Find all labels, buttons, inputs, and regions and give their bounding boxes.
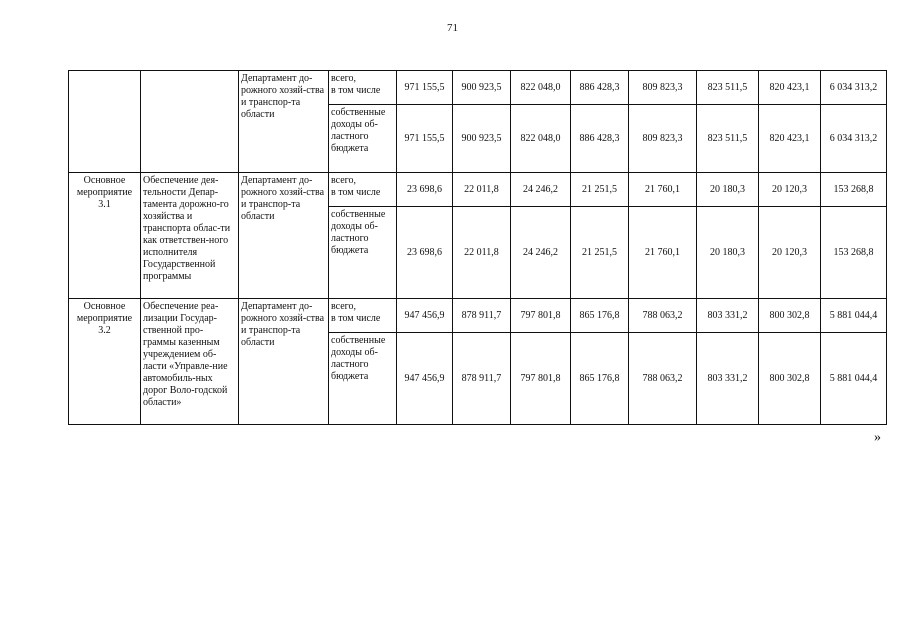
measure-name-cell: Обеспечение дея-тельности Депар-тамента дорожно-го хозяйства и транспорта облас-ти как ответствен-ного исполнителя Государственной программы: [141, 173, 239, 299]
table-row: [69, 71, 887, 105]
measure-code-cell: Основное мероприятие 3.1: [69, 173, 141, 299]
value-cell: 797 801,8: [511, 299, 571, 333]
value-cell: 24 246,2: [511, 173, 571, 207]
total-value-cell: 5 881 044,4: [821, 333, 887, 425]
funding-source-total: всего, в том числе: [329, 173, 397, 207]
value-cell: 20 180,3: [697, 173, 759, 207]
value-cell: 900 923,5: [453, 105, 511, 173]
closing-quote: »: [874, 430, 881, 445]
measure-name-cell: Обеспечение реа-лизации Государ-ственной про-граммы казенным учреждением об-ласти «Управле-ние автомобиль-ных дорог Воло-годской области»: [141, 299, 239, 425]
table-row: [69, 299, 887, 333]
value-cell: 20 120,3: [759, 207, 821, 299]
value-cell: 20 180,3: [697, 207, 759, 299]
value-cell: 823 511,5: [697, 71, 759, 105]
value-cell: 878 911,7: [453, 299, 511, 333]
total-value-cell: 153 268,8: [821, 207, 887, 299]
value-cell: 800 302,8: [759, 299, 821, 333]
value-cell: 886 428,3: [571, 105, 629, 173]
value-cell: 22 011,8: [453, 207, 511, 299]
value-cell: 865 176,8: [571, 299, 629, 333]
value-cell: 820 423,1: [759, 71, 821, 105]
value-cell: 822 048,0: [511, 105, 571, 173]
value-cell: 886 428,3: [571, 71, 629, 105]
measure-name-cell: [141, 71, 239, 173]
value-cell: 788 063,2: [629, 299, 697, 333]
page-number: 71: [447, 22, 458, 34]
value-cell: 21 760,1: [629, 173, 697, 207]
measure-code-cell: Основное мероприятие 3.2: [69, 299, 141, 425]
value-cell: 865 176,8: [571, 333, 629, 425]
value-cell: 800 302,8: [759, 333, 821, 425]
value-cell: 21 251,5: [571, 173, 629, 207]
budget-table: [68, 70, 887, 425]
value-cell: 803 331,2: [697, 299, 759, 333]
value-cell: 971 155,5: [397, 71, 453, 105]
value-cell: 803 331,2: [697, 333, 759, 425]
value-cell: 947 456,9: [397, 333, 453, 425]
value-cell: 900 923,5: [453, 71, 511, 105]
total-value-cell: 5 881 044,4: [821, 299, 887, 333]
funding-source-total: всего, в том числе: [329, 299, 397, 333]
value-cell: 878 911,7: [453, 333, 511, 425]
value-cell: 23 698,6: [397, 207, 453, 299]
total-value-cell: 6 034 313,2: [821, 71, 887, 105]
measure-code-cell: [69, 71, 141, 173]
total-value-cell: 153 268,8: [821, 173, 887, 207]
value-cell: 788 063,2: [629, 333, 697, 425]
value-cell: 21 251,5: [571, 207, 629, 299]
funding-source-own: собственные доходы об-ластного бюджета: [329, 105, 397, 173]
value-cell: 822 048,0: [511, 71, 571, 105]
value-cell: 820 423,1: [759, 105, 821, 173]
executor-cell: Департамент до-рожного хозяй-ства и транспор-та области: [239, 173, 329, 299]
funding-source-own: собственные доходы об-ластного бюджета: [329, 207, 397, 299]
value-cell: 23 698,6: [397, 173, 453, 207]
value-cell: 20 120,3: [759, 173, 821, 207]
executor-cell: Департамент до-рожного хозяй-ства и транспор-та области: [239, 299, 329, 425]
funding-source-own: собственные доходы об-ластного бюджета: [329, 333, 397, 425]
value-cell: 947 456,9: [397, 299, 453, 333]
value-cell: 21 760,1: [629, 207, 697, 299]
value-cell: 971 155,5: [397, 105, 453, 173]
table-row: [69, 173, 887, 207]
value-cell: 797 801,8: [511, 333, 571, 425]
funding-source-total: всего, в том числе: [329, 71, 397, 105]
value-cell: 22 011,8: [453, 173, 511, 207]
value-cell: 823 511,5: [697, 105, 759, 173]
total-value-cell: 6 034 313,2: [821, 105, 887, 173]
value-cell: 24 246,2: [511, 207, 571, 299]
value-cell: 809 823,3: [629, 71, 697, 105]
executor-cell: Департамент до-рожного хозяй-ства и транспор-та области: [239, 71, 329, 173]
value-cell: 809 823,3: [629, 105, 697, 173]
